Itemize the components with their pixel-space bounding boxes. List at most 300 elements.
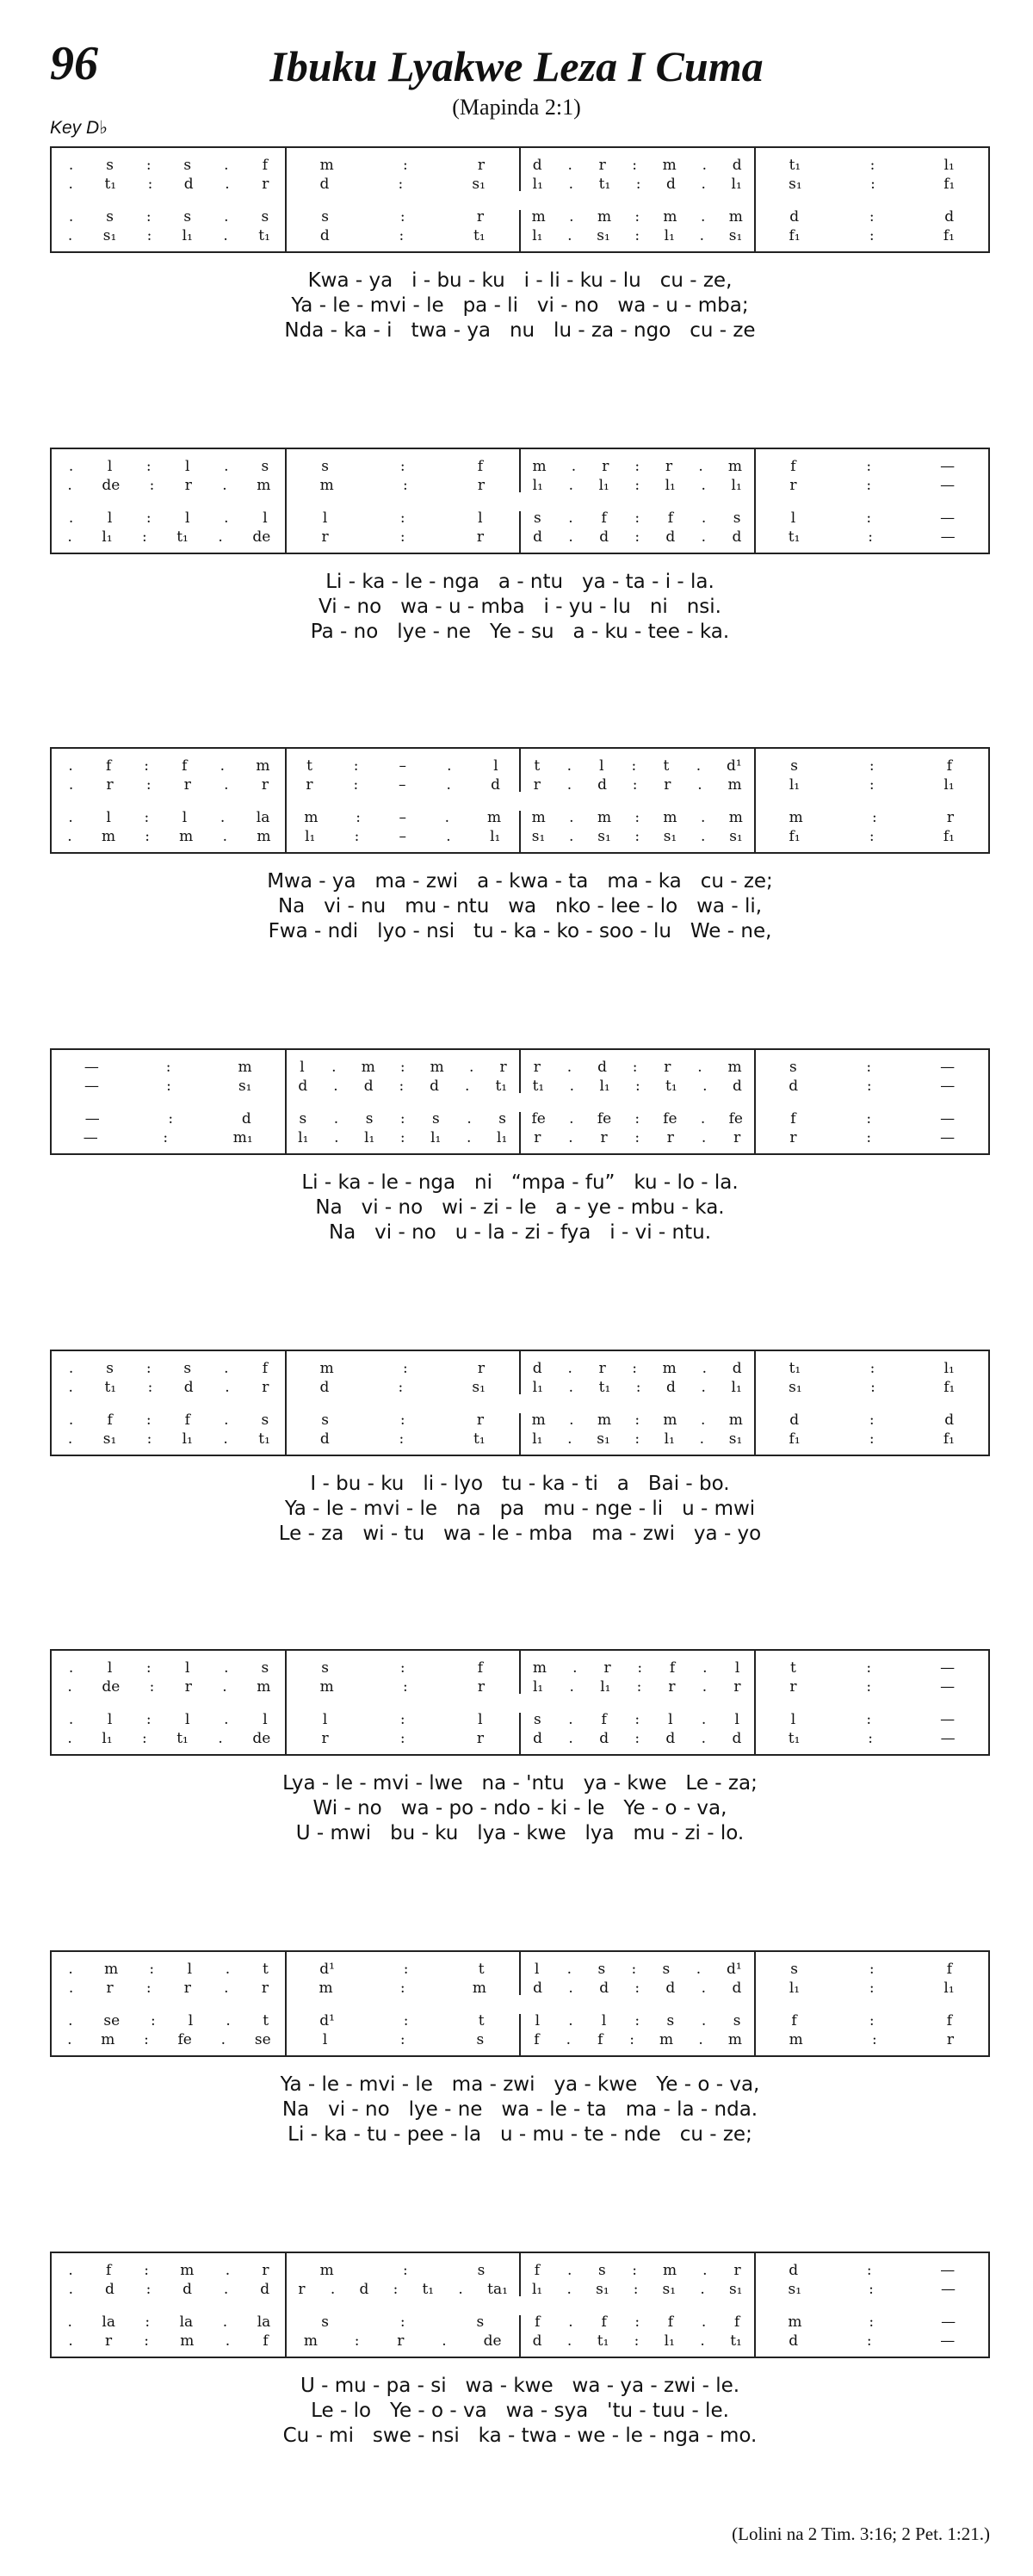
note-token: l₁	[102, 528, 113, 546]
note-token: f₁	[789, 828, 801, 845]
note-token: fe	[177, 2031, 192, 2048]
note-token: .	[442, 2332, 447, 2350]
note-token: .	[224, 157, 229, 174]
note-token: .	[333, 1110, 339, 1127]
note-token: .	[67, 477, 72, 494]
voice-part-notes	[52, 2331, 285, 2351]
solfa-staff	[50, 2252, 990, 2358]
note-token: .	[220, 757, 225, 775]
note-token: .	[700, 809, 706, 826]
note-token: s	[261, 208, 269, 225]
note-token: s	[789, 1059, 797, 1076]
note-token: :	[634, 1730, 640, 1747]
note-token: r	[183, 776, 191, 794]
note-token: :	[869, 1980, 875, 1997]
voice-part-notes	[52, 2312, 285, 2332]
note-token: d	[532, 157, 542, 174]
lyric-line: Na vi - no wi - zi - le a - ye - mbu - ka.	[315, 1196, 725, 1219]
note-token: r	[946, 809, 954, 826]
note-token: —	[940, 1078, 956, 1095]
note-token: :	[399, 1659, 405, 1677]
voice-part-notes	[287, 756, 520, 776]
note-token: .	[568, 477, 573, 494]
note-token: .	[568, 2313, 573, 2331]
voice-part-notes	[756, 807, 989, 828]
voice-part-notes	[52, 508, 285, 528]
note-token: m	[663, 809, 677, 826]
voice-part-notes	[287, 1677, 520, 1697]
note-token: se	[254, 2031, 271, 2048]
note-token: .	[566, 2262, 572, 2279]
note-token: .	[701, 2012, 707, 2029]
note-token: .	[698, 2031, 703, 2048]
note-token: :	[866, 1078, 872, 1095]
note-token: f₁	[943, 1379, 956, 1396]
voice-part-notes	[756, 508, 989, 528]
measure	[52, 449, 287, 553]
note-token: :	[869, 776, 875, 794]
note-token: f	[667, 510, 674, 527]
note-token: m	[532, 1659, 547, 1677]
voice-part-notes	[287, 2331, 520, 2351]
note-token: :	[866, 1059, 872, 1076]
note-token: .	[567, 227, 572, 244]
solfa-staff	[50, 146, 990, 253]
voice-part-notes	[521, 1658, 754, 1678]
voice-part-notes	[52, 174, 285, 195]
note-token: :	[147, 1379, 153, 1396]
note-token: s₁	[597, 227, 610, 244]
voice-part-notes	[756, 1728, 989, 1749]
note-token: .	[447, 757, 452, 775]
voice-part-notes	[521, 225, 754, 246]
note-token: :	[866, 458, 872, 475]
note-token: d	[732, 157, 742, 174]
note-token: f	[182, 757, 188, 775]
voice-part-notes	[756, 1410, 989, 1430]
note-token: :	[146, 227, 152, 244]
note-token: .	[220, 2031, 226, 2048]
note-token: r	[262, 1379, 269, 1396]
note-token: m	[104, 1961, 119, 1978]
note-token: r	[600, 1129, 608, 1146]
voice-part-notes	[52, 1109, 285, 1129]
note-token: :	[631, 1961, 637, 1978]
note-token: d	[319, 176, 330, 193]
music-system	[50, 146, 990, 343]
note-token: r	[789, 477, 797, 494]
note-token: :	[869, 1412, 875, 1429]
note-token: f	[669, 1659, 676, 1677]
note-token: l₁	[532, 227, 543, 244]
note-token: t₁	[598, 1379, 611, 1396]
note-token: .	[334, 1129, 339, 1146]
lyric-line: U - mu - pa - si wa - kwe wa - ya - zwi - le.	[300, 2375, 740, 2397]
note-token: l	[188, 2012, 194, 2029]
note-token: m	[659, 2031, 674, 2048]
note-token: :	[634, 528, 640, 546]
voice-part-notes	[756, 775, 989, 795]
note-token: l	[107, 510, 113, 527]
note-token: f	[601, 1711, 607, 1728]
note-token: l	[493, 757, 498, 775]
note-token: .	[223, 1430, 228, 1448]
voice-part-notes	[52, 1410, 285, 1430]
note-token: s	[477, 2262, 486, 2279]
measure	[756, 1651, 989, 1754]
voice-part-notes	[756, 2260, 989, 2281]
note-token: d	[665, 1730, 676, 1747]
note-token: d	[359, 2281, 369, 2298]
note-token: s₁	[728, 1430, 743, 1448]
measure	[756, 449, 989, 553]
note-token: .	[568, 2012, 573, 2029]
lyric-line: Cu - mi swe - nsi ka - twa - we - le - nga - mo.	[282, 2425, 758, 2447]
note-token: .	[568, 1730, 573, 1747]
voice-part-notes	[52, 1429, 285, 1449]
note-token: f	[262, 157, 269, 174]
voice-part-notes	[521, 508, 754, 528]
voice-part-notes	[287, 2312, 520, 2332]
note-token: :	[866, 1129, 872, 1146]
note-token: l₁	[600, 1678, 611, 1696]
note-token: :	[399, 1711, 405, 1728]
note-token: m	[472, 1980, 486, 1997]
note-token: .	[446, 828, 451, 845]
note-token: .	[225, 2332, 231, 2350]
note-token: :	[631, 757, 637, 775]
music-system	[50, 747, 990, 944]
note-token: r	[184, 477, 192, 494]
note-token: .	[68, 1659, 74, 1677]
note-token: .	[222, 1678, 227, 1696]
note-token: .	[702, 2262, 708, 2279]
measure	[521, 1651, 756, 1754]
note-token: .	[568, 176, 573, 193]
note-token: .	[224, 1360, 229, 1377]
voice-part-notes	[756, 1429, 989, 1449]
note-token: .	[68, 1711, 74, 1728]
voice-part-notes	[521, 1429, 754, 1449]
note-token: d¹	[726, 1961, 742, 1978]
voice-part-notes	[52, 207, 285, 227]
note-token: :	[145, 1980, 152, 1997]
note-token: m	[256, 757, 270, 775]
lyrics-block	[50, 1771, 990, 1846]
note-token: s	[790, 1961, 798, 1978]
note-token: d	[732, 1730, 742, 1747]
note-token: m	[727, 1059, 742, 1076]
note-token: :	[145, 458, 152, 475]
note-token: t	[478, 1961, 485, 1978]
note-token: r	[602, 458, 609, 475]
note-token: .	[568, 1129, 573, 1146]
note-token: d	[533, 1980, 542, 1997]
note-token: —	[940, 2332, 956, 2350]
measure	[521, 148, 756, 251]
note-token: d	[732, 1980, 742, 1997]
note-token: l	[106, 809, 111, 826]
note-token: r	[183, 1980, 191, 1997]
note-token: d	[241, 1110, 251, 1127]
note-token: r	[733, 1678, 741, 1696]
note-token: la	[102, 2313, 115, 2331]
note-token: m	[319, 477, 334, 494]
note-token: .	[224, 458, 229, 475]
note-token: :	[145, 2313, 151, 2331]
note-token: r	[733, 1129, 741, 1146]
note-token: :	[869, 2012, 875, 2029]
lyric-line: Pa - no lye - ne Ye - su a - ku - tee - ka.	[310, 621, 730, 643]
lyrics-block	[50, 869, 990, 944]
solfa-staff	[50, 1048, 990, 1155]
measure	[52, 2253, 287, 2357]
note-token: :	[145, 1412, 152, 1429]
note-token: .	[67, 2031, 72, 2048]
note-token: r	[477, 1360, 485, 1377]
measure	[521, 1050, 756, 1153]
note-token: l₁	[664, 1430, 675, 1448]
note-token: :	[149, 477, 155, 494]
measure	[287, 449, 522, 553]
note-token: .	[68, 1961, 73, 1978]
note-token: —	[83, 1129, 98, 1146]
note-token: :	[399, 208, 405, 225]
note-token: l	[185, 458, 190, 475]
note-token: d	[944, 208, 955, 225]
note-token: d	[532, 1360, 542, 1377]
note-token: l	[263, 510, 268, 527]
note-token: d	[732, 1078, 742, 1095]
note-token: :	[145, 828, 151, 845]
note-token: t	[534, 757, 541, 775]
note-token: m	[727, 458, 743, 475]
note-token: s₁	[597, 828, 611, 845]
note-token: .	[68, 157, 74, 174]
note-token: :	[634, 208, 640, 225]
note-token: .	[569, 208, 574, 225]
note-token: r	[477, 477, 485, 494]
note-token: m	[788, 2313, 802, 2331]
note-token: .	[218, 1730, 223, 1747]
note-token: f	[534, 2262, 541, 2279]
note-token: m	[257, 477, 271, 494]
note-token: s	[365, 1110, 374, 1127]
voice-part-notes	[521, 2260, 754, 2281]
voice-part-notes	[287, 2279, 520, 2300]
voice-part-notes	[521, 1057, 754, 1078]
note-token: :	[632, 157, 637, 174]
voice-part-notes	[52, 225, 285, 246]
note-token: l₁	[731, 1379, 742, 1396]
note-token: .	[222, 828, 228, 845]
note-token: f₁	[789, 1430, 801, 1448]
note-token: :	[399, 528, 405, 546]
note-token: m	[319, 1678, 334, 1696]
note-token: .	[224, 1659, 229, 1677]
measure	[52, 1050, 287, 1153]
note-token: :	[866, 2262, 872, 2279]
note-token: :	[145, 510, 152, 527]
note-token: r	[261, 776, 269, 794]
note-token: —	[940, 1059, 956, 1076]
voice-part-notes	[521, 207, 754, 227]
voice-part-notes	[521, 475, 754, 496]
note-token: :	[871, 2031, 877, 2048]
note-token: l₁	[430, 1129, 442, 1146]
note-token: l	[185, 1711, 190, 1728]
note-token: fe	[728, 1110, 743, 1127]
note-token: l₁	[305, 828, 316, 845]
note-token: la	[179, 2313, 194, 2331]
note-token: m	[597, 1412, 612, 1429]
note-token: t₁	[104, 176, 117, 193]
note-token: :	[144, 2031, 149, 2048]
note-token: s	[498, 1110, 507, 1127]
voice-part-notes	[521, 756, 754, 776]
note-token: :	[634, 227, 640, 244]
note-token: s	[183, 1360, 192, 1377]
note-token: r	[476, 528, 484, 546]
voice-part-notes	[521, 1410, 754, 1430]
note-token: :	[635, 1078, 640, 1095]
music-system	[50, 2252, 990, 2449]
lyrics-block	[50, 2073, 990, 2147]
note-token: f	[790, 1110, 796, 1127]
measure	[287, 1351, 522, 1455]
note-token: .	[701, 176, 706, 193]
voice-part-notes	[756, 456, 989, 477]
note-token: m	[101, 2031, 115, 2048]
note-token: l	[478, 1711, 483, 1728]
note-token: m	[663, 208, 677, 225]
note-token: t₁	[176, 1730, 189, 1747]
note-token: m	[789, 809, 803, 826]
note-token: s	[533, 1711, 541, 1728]
note-token: l	[182, 809, 188, 826]
note-token: :	[399, 227, 405, 244]
note-token: d¹	[319, 1961, 335, 1978]
note-token: d	[599, 1980, 609, 1997]
note-token: :	[145, 1711, 152, 1728]
note-token: :	[635, 176, 641, 193]
note-token: r	[664, 776, 671, 794]
note-token: s₁	[596, 2281, 609, 2298]
note-token: m	[662, 157, 677, 174]
note-token: s₁	[238, 1078, 252, 1095]
note-token: .	[696, 757, 702, 775]
note-token: l	[734, 1711, 739, 1728]
note-token: —	[940, 1678, 956, 1696]
note-token: :	[399, 1078, 405, 1095]
measure	[287, 148, 522, 251]
voice-part-notes	[287, 1109, 520, 1129]
note-token: l	[668, 1711, 673, 1728]
music-system	[50, 1950, 990, 2147]
note-token: .	[701, 477, 706, 494]
note-token: t₁	[422, 2281, 435, 2298]
note-token: —	[940, 477, 956, 494]
note-token: s	[662, 1961, 671, 1978]
voice-part-notes	[52, 1127, 285, 1148]
note-token: f	[263, 2332, 269, 2350]
note-token: l₁	[532, 1430, 543, 1448]
note-token: .	[698, 458, 703, 475]
note-token: .	[67, 828, 72, 845]
note-token: m	[304, 809, 319, 826]
note-token: :	[869, 828, 875, 845]
note-token: :	[634, 2012, 640, 2029]
note-token: m	[532, 458, 547, 475]
note-token: m	[727, 776, 742, 794]
note-token: .	[566, 2332, 572, 2350]
note-token: r	[534, 1129, 541, 1146]
note-token: f	[477, 1659, 484, 1677]
note-token: l₁	[182, 227, 193, 244]
note-token: m	[102, 828, 116, 845]
note-token: l₁	[497, 1129, 508, 1146]
note-token: :	[393, 2281, 399, 2298]
note-token: .	[444, 809, 450, 826]
note-token: :	[356, 809, 361, 826]
note-token: fe	[531, 1110, 546, 1127]
note-token: la	[257, 2313, 271, 2331]
note-token: s	[733, 510, 741, 527]
note-token: l₁	[789, 776, 801, 794]
note-token: :	[632, 2262, 638, 2279]
note-token: .	[700, 208, 706, 225]
note-token: f	[601, 2313, 607, 2331]
note-token: l₁	[599, 1078, 610, 1095]
note-token: r	[664, 1059, 671, 1076]
voice-part-notes	[287, 456, 520, 477]
voice-part-notes	[52, 2260, 285, 2281]
voice-part-notes	[756, 1658, 989, 1678]
note-token: :	[635, 1379, 641, 1396]
voice-part-notes	[756, 1978, 989, 1998]
voice-part-notes	[287, 155, 520, 176]
note-token: r	[261, 1980, 269, 1997]
note-token: f	[477, 458, 484, 475]
note-token: :	[634, 1412, 640, 1429]
note-token: :	[634, 1711, 640, 1728]
note-token: s	[106, 157, 114, 174]
note-token: :	[399, 1980, 405, 1997]
note-token: .	[223, 227, 228, 244]
measure	[756, 1050, 989, 1153]
note-token: :	[399, 1110, 405, 1127]
note-token: .	[568, 510, 573, 527]
voice-part-notes	[756, 1127, 989, 1148]
voice-part-notes	[756, 2011, 989, 2031]
voice-part-notes	[52, 2011, 285, 2031]
voice-part-notes	[521, 2331, 754, 2351]
note-token: m	[531, 208, 546, 225]
note-token: :	[145, 2281, 152, 2298]
note-token: d	[944, 1412, 955, 1429]
note-token: m	[789, 2031, 803, 2048]
note-token: :	[399, 510, 405, 527]
voice-part-notes	[52, 475, 285, 496]
note-token: s	[299, 1110, 307, 1127]
note-token: .	[225, 1379, 230, 1396]
measure	[756, 148, 989, 251]
note-token: .	[467, 1110, 472, 1127]
voice-part-notes	[287, 527, 520, 547]
note-token: :	[868, 528, 873, 546]
note-token: m	[180, 2332, 195, 2350]
music-system	[50, 1350, 990, 1547]
